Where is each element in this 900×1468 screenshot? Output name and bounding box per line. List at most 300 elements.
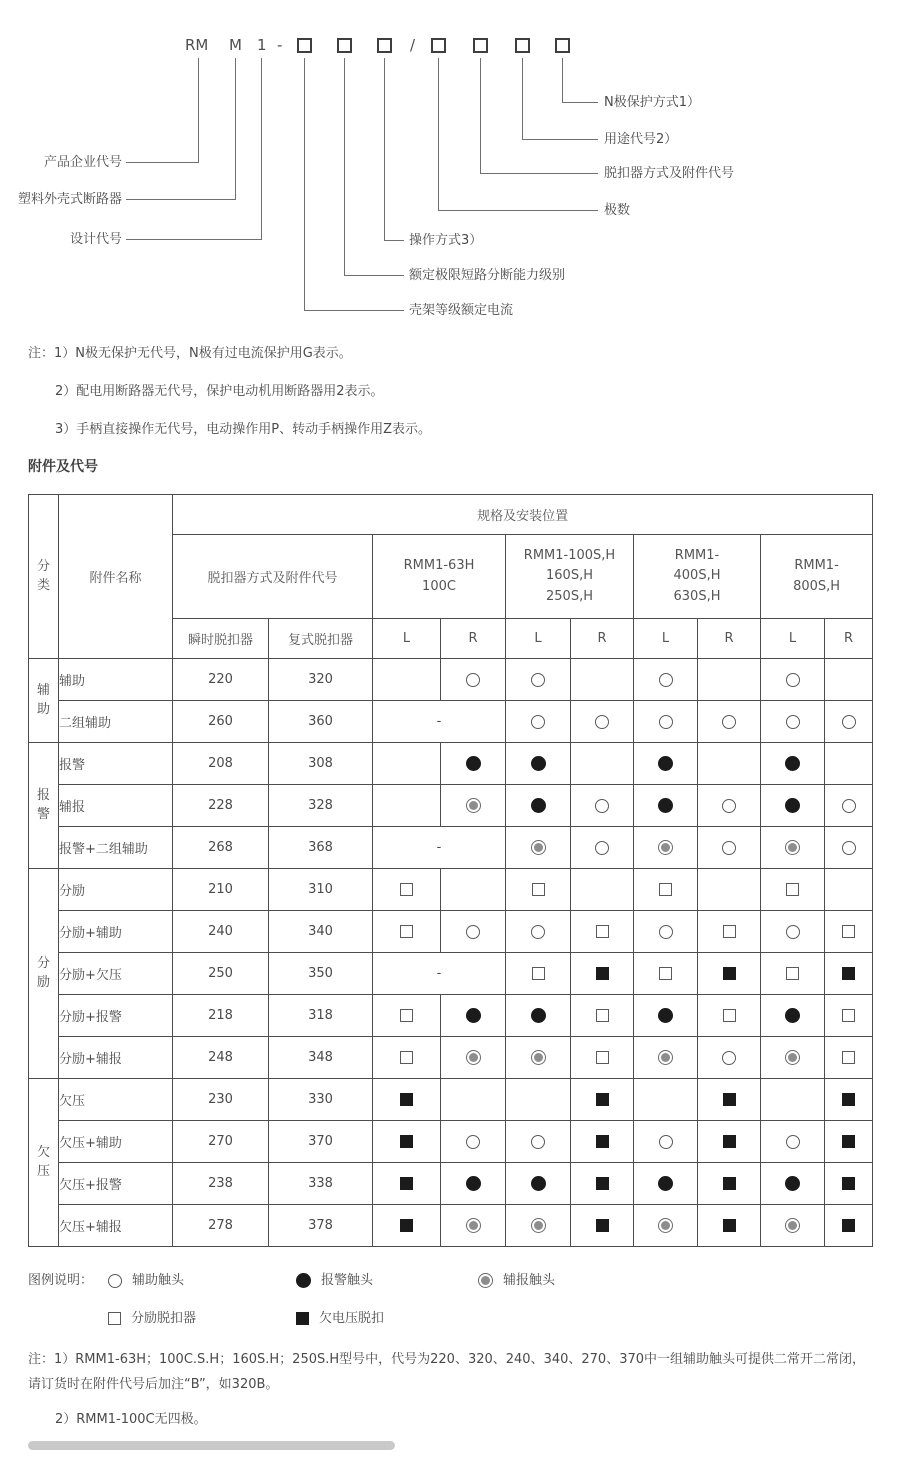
compound-trip-code-cell: 330 [269, 1079, 373, 1121]
marker-cell [571, 701, 634, 743]
accessory-name-cell: 欠压+报警 [59, 1163, 173, 1205]
position-header-r: R [698, 619, 761, 659]
marker-cell [761, 995, 825, 1037]
accessory-name-cell: 辅报 [59, 785, 173, 827]
alarm-contact-marker [531, 798, 546, 813]
undervoltage-release-marker [842, 967, 855, 980]
accessory-table-body [29, 659, 873, 1247]
undervoltage-release-marker [842, 1093, 855, 1106]
alarm-contact-marker [531, 1176, 546, 1191]
position-header-r: R [571, 619, 634, 659]
marker-cell [441, 1205, 506, 1247]
accessory-name-cell: 欠压+辅助 [59, 1121, 173, 1163]
code-part-breaker: M [229, 36, 242, 54]
marker-cell [571, 1163, 634, 1205]
auxiliary-contact-marker [531, 925, 545, 939]
auxiliary-contact-marker [531, 1135, 545, 1149]
frame-header-100-250: RMM1-100S,H 160S,H 250S,H [506, 535, 634, 619]
diagram-label-design-code: 设计代号 [69, 232, 122, 247]
aux-alarm-contact-marker [658, 840, 673, 855]
compound-trip-code-cell: 370 [269, 1121, 373, 1163]
marker-cell [761, 1079, 825, 1121]
legend-item-text: 欠电压脱扣 [319, 1311, 385, 1326]
marker-cell [761, 785, 825, 827]
marker-cell [634, 785, 698, 827]
marker-cell [634, 1121, 698, 1163]
auxiliary-contact-marker [659, 925, 673, 939]
auxiliary-contact-marker [842, 799, 856, 813]
instant-trip-code-cell: 260 [173, 701, 269, 743]
code-placeholder-box [297, 38, 312, 53]
code-placeholder-box [473, 38, 488, 53]
auxiliary-contact-marker [659, 715, 673, 729]
legend-item [296, 1269, 478, 1293]
marker-cell [506, 1121, 571, 1163]
accessory-row [29, 1037, 873, 1079]
accessory-row [29, 743, 873, 785]
category-column-header: 分类 [29, 495, 59, 659]
aux-alarm-contact-marker [785, 1050, 800, 1065]
alarm-contact-marker [785, 756, 800, 771]
alarm-contact-marker [785, 1176, 800, 1191]
compound-trip-code-cell: 328 [269, 785, 373, 827]
undervoltage-release-marker [400, 1177, 413, 1190]
marker-cell [698, 743, 761, 785]
instant-trip-code-cell: 230 [173, 1079, 269, 1121]
marker-cell [634, 953, 698, 995]
alarm-contact-marker [785, 1008, 800, 1023]
shunt-release-marker [400, 925, 413, 938]
marker-cell [825, 1079, 873, 1121]
accessory-row [29, 785, 873, 827]
auxiliary-contact-marker [466, 673, 480, 687]
compound-trip-code-cell: 320 [269, 659, 373, 701]
accessory-name-cell: 报警 [59, 743, 173, 785]
auxiliary-contact-marker [108, 1274, 122, 1288]
marker-cell [373, 1205, 441, 1247]
accessory-row [29, 659, 873, 701]
marker-cell [634, 701, 698, 743]
undervoltage-release-marker [296, 1312, 309, 1325]
auxiliary-contact-marker [466, 925, 480, 939]
compound-trip-code-cell: 310 [269, 869, 373, 911]
accessory-name-cell: 分励+欠压 [59, 953, 173, 995]
shunt-release-marker [659, 883, 672, 896]
marker-cell [571, 1121, 634, 1163]
legend-item [296, 1307, 478, 1331]
position-header-r: R [825, 619, 873, 659]
shunt-release-marker [400, 1009, 413, 1022]
marker-cell [571, 1037, 634, 1079]
marker-cell [373, 1079, 441, 1121]
compound-trip-code-cell: 378 [269, 1205, 373, 1247]
marker-cell [506, 659, 571, 701]
auxiliary-contact-marker [659, 1135, 673, 1149]
marker-cell [698, 785, 761, 827]
accessory-name-cell: 二组辅助 [59, 701, 173, 743]
diagram-label-n-pole-protection: N极保护方式1） [604, 95, 700, 110]
marker-cell [698, 911, 761, 953]
auxiliary-contact-marker [595, 715, 609, 729]
marker-cell [761, 743, 825, 785]
instant-trip-code-cell: 228 [173, 785, 269, 827]
undervoltage-release-marker [400, 1093, 413, 1106]
compound-trip-code-cell: 350 [269, 953, 373, 995]
undervoltage-release-marker [596, 967, 609, 980]
marker-cell [761, 701, 825, 743]
marker-cell [825, 701, 873, 743]
auxiliary-contact-marker [659, 673, 673, 687]
compound-trip-code-cell: 340 [269, 911, 373, 953]
auxiliary-contact-marker [531, 673, 545, 687]
code-part-company: RM [185, 36, 209, 54]
marker-cell [825, 911, 873, 953]
accessory-name-cell: 分励+辅报 [59, 1037, 173, 1079]
alarm-contact-marker [658, 756, 673, 771]
alarm-contact-marker [466, 756, 481, 771]
spec-position-header: 规格及安装位置 [173, 495, 873, 535]
marker-cell [373, 701, 506, 743]
marker-cell [373, 659, 441, 701]
accessory-name-column-header: 附件名称 [59, 495, 173, 659]
marker-cell [698, 827, 761, 869]
connector-line [438, 58, 598, 211]
undervoltage-release-marker [596, 1177, 609, 1190]
marker-cell [506, 785, 571, 827]
marker-cell [441, 1037, 506, 1079]
footnote: 注：1）RMM1-63H；100C.S.H；160S.H；250S.H型号中，代号为220、320、240、340、270、370中一组辅助触头可提供二常开二常闭，请订货时在附件代号后加注“B”，如320B。 [28, 1352, 866, 1393]
horizontal-scrollbar-track[interactable] [28, 1441, 872, 1450]
marker-cell [761, 911, 825, 953]
code-part-design: 1 [257, 36, 267, 54]
marker-cell [506, 953, 571, 995]
auxiliary-contact-marker [595, 841, 609, 855]
accessory-name-cell: 分励 [59, 869, 173, 911]
accessory-row [29, 995, 873, 1037]
position-header-l: L [506, 619, 571, 659]
marker-cell [761, 953, 825, 995]
undervoltage-release-marker [400, 1135, 413, 1148]
code-placeholder-box [515, 38, 530, 53]
alarm-contact-marker [466, 1008, 481, 1023]
shunt-release-marker [723, 925, 736, 938]
legend-item [478, 1269, 555, 1293]
marker-cell [761, 827, 825, 869]
marker-cell [698, 995, 761, 1037]
shunt-release-marker [786, 967, 799, 980]
marker-cell [441, 659, 506, 701]
shunt-release-marker [400, 1051, 413, 1064]
aux-alarm-contact-marker [785, 1218, 800, 1233]
diagram-label-usage-code: 用途代号2） [604, 132, 678, 147]
note-line: 3）手柄直接操作无代号，电动操作用P、转动手柄操作用Z表示。 [55, 422, 432, 437]
marker-cell [441, 743, 506, 785]
release-code-header: 脱扣器方式及附件代号 [173, 535, 373, 619]
code-placeholder-box [377, 38, 392, 53]
not-available-dash: - [436, 966, 442, 981]
marker-cell [761, 1205, 825, 1247]
diagram-label-poles: 极数 [604, 203, 631, 218]
frame-header-800: RMM1- 800S,H [761, 535, 873, 619]
marker-cell [506, 701, 571, 743]
marker-cell [373, 827, 506, 869]
instant-trip-code-cell: 220 [173, 659, 269, 701]
marker-cell [634, 869, 698, 911]
instant-trip-code-cell: 268 [173, 827, 269, 869]
instant-trip-code-cell: 210 [173, 869, 269, 911]
undervoltage-release-marker [723, 1219, 736, 1232]
marker-cell [441, 869, 506, 911]
marker-cell [825, 659, 873, 701]
code-slash: / [410, 36, 416, 54]
alarm-contact-marker [658, 1176, 673, 1191]
marker-cell [761, 1037, 825, 1079]
marker-cell [698, 701, 761, 743]
marker-cell [634, 911, 698, 953]
accessory-row [29, 911, 873, 953]
accessory-row [29, 1079, 873, 1121]
not-available-dash: - [436, 840, 442, 855]
position-header-r: R [441, 619, 506, 659]
alarm-contact-marker [658, 798, 673, 813]
legend-item-text: 报警触头 [321, 1273, 374, 1288]
marker-cell [698, 1121, 761, 1163]
undervoltage-release-marker [842, 1177, 855, 1190]
aux-alarm-contact-marker [658, 1218, 673, 1233]
marker-cell [634, 659, 698, 701]
shunt-release-marker [842, 925, 855, 938]
diagram-label-company-code: 产品企业代号 [43, 155, 122, 170]
alarm-contact-marker [466, 1176, 481, 1191]
marker-cell [506, 827, 571, 869]
accessory-name-cell: 欠压 [59, 1079, 173, 1121]
marker-cell [441, 1121, 506, 1163]
marker-cell [373, 953, 506, 995]
marker-cell [825, 1121, 873, 1163]
aux-alarm-contact-marker [658, 1050, 673, 1065]
accessory-name-cell: 分励+辅助 [59, 911, 173, 953]
marker-cell [373, 995, 441, 1037]
not-available-dash: - [436, 714, 442, 729]
marker-cell [441, 911, 506, 953]
auxiliary-contact-marker [595, 799, 609, 813]
diagram-label-operation-mode: 操作方式3） [409, 233, 483, 248]
frame-header-63h: RMM1-63H 100C [373, 535, 506, 619]
aux-alarm-contact-marker [785, 840, 800, 855]
marker-cell [571, 1079, 634, 1121]
auxiliary-contact-marker [842, 841, 856, 855]
category-cell: 辅助 [29, 659, 59, 743]
shunt-release-marker [596, 1051, 609, 1064]
marker-cell [506, 869, 571, 911]
undervoltage-release-marker [842, 1219, 855, 1232]
code-placeholder-box [337, 38, 352, 53]
legend-item-text: 辅助触头 [132, 1273, 185, 1288]
code-placeholder-box [555, 38, 570, 53]
accessory-name-cell: 分励+报警 [59, 995, 173, 1037]
auxiliary-contact-marker [722, 1051, 736, 1065]
marker-cell [825, 1037, 873, 1079]
diagram-label-release-accessory-code: 脱扣器方式及附件代号 [604, 166, 735, 181]
legend-label: 图例说明： [28, 1273, 94, 1288]
marker-cell [373, 785, 441, 827]
footnote: 2）RMM1-100C无四极。 [55, 1411, 207, 1427]
marker-cell [373, 743, 441, 785]
accessory-name-cell: 报警+二组辅助 [59, 827, 173, 869]
position-header-l: L [761, 619, 825, 659]
alarm-contact-marker [531, 756, 546, 771]
auxiliary-contact-marker [786, 925, 800, 939]
undervoltage-release-marker [400, 1219, 413, 1232]
marker-cell [634, 1037, 698, 1079]
marker-cell [571, 953, 634, 995]
frame-header-400-630: RMM1- 400S,H 630S,H [634, 535, 761, 619]
marker-cell [373, 1163, 441, 1205]
accessory-row [29, 1163, 873, 1205]
section-title: 附件及代号 [28, 459, 98, 475]
accessory-row [29, 953, 873, 995]
instant-trip-code-cell: 250 [173, 953, 269, 995]
shunt-release-marker [786, 883, 799, 896]
marker-cell [571, 869, 634, 911]
aux-alarm-contact-marker [466, 1218, 481, 1233]
position-header-l: L [634, 619, 698, 659]
undervoltage-release-marker [723, 1177, 736, 1190]
marker-cell [373, 911, 441, 953]
auxiliary-contact-marker [842, 715, 856, 729]
shunt-release-marker [596, 1009, 609, 1022]
connector-line [126, 58, 262, 240]
aux-alarm-contact-marker [531, 840, 546, 855]
undervoltage-release-marker [596, 1135, 609, 1148]
marker-cell [634, 1163, 698, 1205]
auxiliary-contact-marker [531, 715, 545, 729]
compound-trip-code-cell: 348 [269, 1037, 373, 1079]
category-cell: 分励 [29, 869, 59, 1079]
accessory-name-cell: 辅助 [59, 659, 173, 701]
instant-trip-code-cell: 278 [173, 1205, 269, 1247]
legend-item [108, 1269, 296, 1293]
connector-line [304, 58, 404, 311]
undervoltage-release-marker [723, 967, 736, 980]
marker-cell [698, 1205, 761, 1247]
marker-cell [825, 1163, 873, 1205]
undervoltage-release-marker [842, 1135, 855, 1148]
auxiliary-contact-marker [722, 799, 736, 813]
marker-cell [761, 1121, 825, 1163]
marker-cell [506, 1163, 571, 1205]
instant-trip-code-cell: 208 [173, 743, 269, 785]
model-designation-diagram [0, 0, 900, 332]
shunt-release-marker [659, 967, 672, 980]
aux-alarm-contact-marker [478, 1273, 493, 1288]
category-cell: 欠压 [29, 1079, 59, 1247]
diagram-label-frame-rated-current: 壳架等级额定电流 [409, 303, 514, 318]
marker-cell [698, 659, 761, 701]
alarm-contact-marker [296, 1273, 311, 1288]
marker-cell [571, 1205, 634, 1247]
undervoltage-release-marker [723, 1135, 736, 1148]
footnotes [28, 1347, 872, 1432]
legend-item-text: 辅报触头 [503, 1273, 556, 1288]
marker-cell [441, 995, 506, 1037]
marker-cell [698, 1079, 761, 1121]
accessory-row [29, 869, 873, 911]
marker-cell [825, 785, 873, 827]
horizontal-scrollbar-thumb[interactable] [28, 1441, 395, 1450]
undervoltage-release-marker [596, 1093, 609, 1106]
instant-trip-code-cell: 218 [173, 995, 269, 1037]
accessory-row [29, 701, 873, 743]
legend [28, 1269, 872, 1331]
auxiliary-contact-marker [786, 1135, 800, 1149]
shunt-release-marker [842, 1051, 855, 1064]
compound-trip-code-cell: 308 [269, 743, 373, 785]
auxiliary-contact-marker [786, 673, 800, 687]
marker-cell [634, 743, 698, 785]
auxiliary-contact-marker [722, 715, 736, 729]
marker-cell [441, 785, 506, 827]
marker-cell [506, 743, 571, 785]
marker-cell [506, 995, 571, 1037]
aux-alarm-contact-marker [531, 1218, 546, 1233]
instant-trip-code-cell: 240 [173, 911, 269, 953]
marker-cell [825, 743, 873, 785]
marker-cell [506, 911, 571, 953]
marker-cell [506, 1205, 571, 1247]
marker-cell [634, 995, 698, 1037]
marker-cell [634, 1079, 698, 1121]
marker-cell [373, 1037, 441, 1079]
marker-cell [634, 1205, 698, 1247]
alarm-contact-marker [785, 798, 800, 813]
header-row-1 [29, 495, 873, 535]
marker-cell [825, 827, 873, 869]
undervoltage-release-marker [596, 1219, 609, 1232]
diagram-label-breaking-capacity: 额定极限短路分断能力级别 [409, 268, 566, 283]
legend-item [108, 1307, 296, 1331]
position-header-l: L [373, 619, 441, 659]
marker-cell [825, 1205, 873, 1247]
aux-alarm-contact-marker [531, 1050, 546, 1065]
marker-cell [506, 1079, 571, 1121]
marker-cell [825, 869, 873, 911]
marker-cell [698, 1037, 761, 1079]
instant-release-header: 瞬时脱扣器 [173, 619, 269, 659]
shunt-release-marker [108, 1312, 121, 1325]
marker-cell [825, 953, 873, 995]
shunt-release-marker [400, 883, 413, 896]
alarm-contact-marker [658, 1008, 673, 1023]
marker-cell [571, 743, 634, 785]
compound-trip-code-cell: 368 [269, 827, 373, 869]
compound-release-header: 复式脱扣器 [269, 619, 373, 659]
note-line: 注：1）N极无保护无代号，N极有过电流保护用G表示。 [28, 346, 352, 361]
undervoltage-release-marker [723, 1093, 736, 1106]
accessory-row [29, 1121, 873, 1163]
note-line: 2）配电用断路器无代号，保护电动机用断路器用2表示。 [55, 384, 384, 399]
marker-cell [825, 995, 873, 1037]
alarm-contact-marker [531, 1008, 546, 1023]
marker-cell [761, 1163, 825, 1205]
marker-cell [373, 869, 441, 911]
auxiliary-contact-marker [722, 841, 736, 855]
instant-trip-code-cell: 270 [173, 1121, 269, 1163]
accessory-row [29, 827, 873, 869]
compound-trip-code-cell: 318 [269, 995, 373, 1037]
marker-cell [571, 827, 634, 869]
category-cell: 报警 [29, 743, 59, 869]
